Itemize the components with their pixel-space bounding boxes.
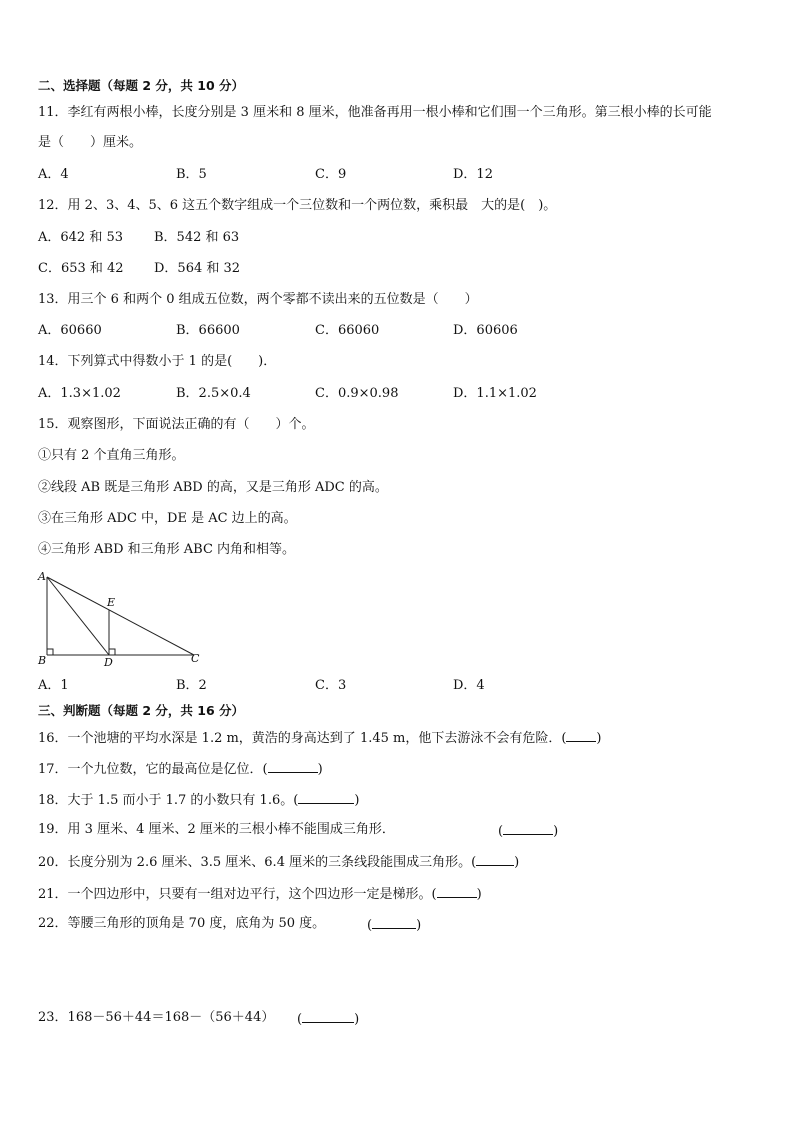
answer-blank[interactable]: [298, 791, 354, 804]
option-d[interactable]: D．12: [453, 167, 493, 182]
option-b[interactable]: B．66600: [176, 323, 240, 338]
option-d[interactable]: D．60606: [453, 323, 518, 338]
judgment-18: 18．大于 1.5 而小于 1.7 的小数只有 1.6。( ): [38, 793, 360, 808]
option-d[interactable]: D．4: [453, 678, 485, 693]
answer-blank[interactable]: [372, 916, 416, 929]
statement-3: ③在三角形 ADC 中，DE 是 AC 边上的高。: [38, 511, 297, 526]
vertex-label-d: D: [104, 656, 113, 669]
option-a[interactable]: A．4: [38, 167, 69, 182]
option-b[interactable]: B．2: [176, 678, 207, 693]
statement-1: ①只有 2 个直角三角形。: [38, 448, 185, 463]
question-15-stem: 15．观察图形，下面说法正确的有（ ）个。: [38, 417, 315, 432]
question-13-stem: 13．用三个 6 和两个 0 组成五位数，两个零都不读出来的五位数是（ ）: [38, 292, 478, 307]
option-c[interactable]: C．9: [315, 167, 347, 182]
vertex-label-b: B: [38, 654, 47, 667]
option-a[interactable]: A．1.3×1.02: [38, 386, 121, 401]
judgment-19-answer: ( ): [498, 824, 559, 839]
option-a[interactable]: A．1: [38, 678, 69, 693]
question-12-stem: 12．用 2、3、4、5、6 这五个数字组成一个三位数和一个两位数，乘积最 大的是( )。: [38, 198, 557, 213]
judgment-21: 21．一个四边形中，只要有一组对边平行，这个四边形一定是梯形。( ): [38, 887, 482, 902]
vertex-label-e: E: [107, 596, 116, 609]
answer-blank[interactable]: [476, 853, 514, 866]
section-title-choice: 二、选择题（每题 2 分，共 10 分）: [38, 78, 245, 93]
option-a[interactable]: A．642 和 53: [38, 230, 124, 245]
judgment-23: 23．168－56＋44＝168－（56＋44）: [38, 1010, 275, 1025]
question-11-line-2: 是（ ）厘米。: [38, 135, 143, 150]
answer-blank[interactable]: [268, 760, 318, 773]
option-b[interactable]: B．5: [176, 167, 207, 182]
vertex-label-a: A: [38, 570, 46, 583]
answer-blank[interactable]: [302, 1010, 354, 1023]
judgment-19: 19．用 3 厘米、4 厘米、2 厘米的三根小棒不能围成三角形．: [38, 822, 395, 837]
vertex-label-c: C: [191, 652, 200, 665]
question-14-stem: 14．下列算式中得数小于 1 的是( )．: [38, 354, 277, 369]
option-d[interactable]: D．564 和 32: [154, 261, 241, 276]
answer-blank[interactable]: [566, 729, 596, 742]
answer-blank[interactable]: [503, 822, 553, 835]
option-b[interactable]: B．542 和 63: [154, 230, 240, 245]
option-c[interactable]: C．66060: [315, 323, 380, 338]
statement-4: ④三角形 ABD 和三角形 ABC 内角和相等。: [38, 542, 296, 557]
option-c[interactable]: C．653 和 42: [38, 261, 124, 276]
question-11-line-1: 11．李红有两根小棒，长度分别是 3 厘米和 8 厘米，他准备再用一根小棒和它们围一个三角形。第三根小棒的长可能: [38, 105, 712, 120]
judgment-17: 17．一个九位数，它的最高位是亿位．( ): [38, 762, 323, 777]
judgment-22-answer: ( ): [367, 918, 422, 933]
judgment-22: 22．等腰三角形的顶角是 70 度，底角为 50 度。: [38, 916, 326, 931]
triangle-figure: [34, 566, 214, 670]
judgment-20: 20．长度分别为 2.6 厘米、3.5 厘米、6.4 厘米的三条线段能围成三角形。( ): [38, 855, 520, 870]
option-c[interactable]: C．0.9×0.98: [315, 386, 399, 401]
option-a[interactable]: A．60660: [38, 323, 102, 338]
option-b[interactable]: B．2.5×0.4: [176, 386, 251, 401]
option-c[interactable]: C．3: [315, 678, 347, 693]
judgment-23-answer: ( ): [297, 1012, 360, 1027]
section-title-judgment: 三、判断题（每题 2 分，共 16 分）: [38, 703, 245, 718]
answer-blank[interactable]: [437, 885, 477, 898]
option-d[interactable]: D．1.1×1.02: [453, 386, 537, 401]
statement-2: ②线段 AB 既是三角形 ABD 的高，又是三角形 ADC 的高。: [38, 480, 388, 495]
judgment-16: 16．一个池塘的平均水深是 1.2 m，黄浩的身高达到了 1.45 m，他下去游泳不会有危险．( ): [38, 731, 602, 746]
